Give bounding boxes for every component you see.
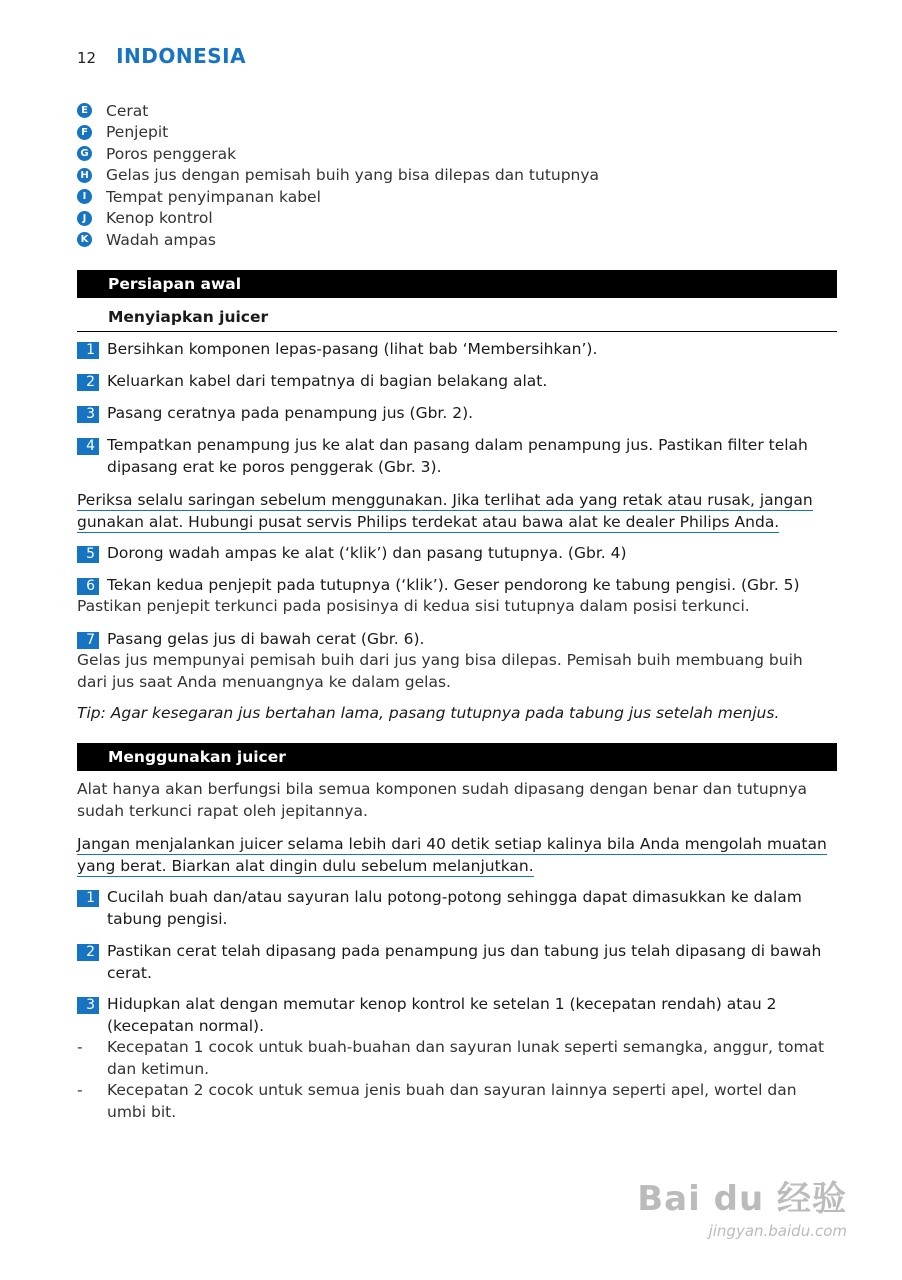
step-text: Bersihkan komponen lepas-pasang (lihat bab ‘Membersihkan’). — [107, 340, 598, 358]
step-item — [77, 887, 837, 930]
step-text: Pasang gelas jus di bawah cerat (Gbr. 6). — [107, 630, 425, 648]
list-item — [77, 100, 599, 122]
step-item — [77, 629, 837, 651]
intro-paragraph: Alat hanya akan berfungsi bila semua komponen sudah dipasang dengan benar dan tutupnya sudah terkunci rapat oleh jepitannya. — [77, 780, 808, 820]
language-title: INDONESIA — [116, 44, 247, 68]
step-note: Gelas jus mempunyai pemisah buih dari jus yang bisa dilepas. Pemisah buih membuang buih dari jus saat Anda menuangnya ke dalam gelas. — [77, 651, 803, 691]
bullet-dash: - — [77, 1081, 83, 1099]
step-number: 2 — [77, 944, 99, 961]
step-number: 2 — [77, 374, 99, 391]
tip-text: Tip: Agar kesegaran jus bertahan lama, pasang tutupnya pada tabung jus setelah menjus. — [77, 704, 780, 722]
section-heading-persiapan: Persiapan awal — [77, 270, 837, 298]
part-label: Wadah ampas — [106, 230, 216, 249]
warning-line: Jangan menjalankan juicer selama lebih dari 40 detik setiap kalinya bila Anda mengolah muatan — [77, 835, 827, 853]
step-text: Tekan kedua penjepit pada tutupnya (‘klik’). Geser pendorong ke tabung pengisi. (Gbr. 5) — [107, 576, 800, 594]
step-item — [77, 543, 837, 565]
step-text: Keluarkan kabel dari tempatnya di bagian belakang alat. — [107, 372, 548, 390]
step-text: Hidupkan alat dengan memutar kenop kontrol ke setelan 1 (kecepatan rendah) atau 2 (kecepatan normal). — [107, 995, 777, 1035]
bullet-item — [77, 1080, 837, 1123]
step-number: 5 — [77, 546, 99, 563]
step-item — [77, 339, 837, 361]
part-letter-badge: I — [77, 189, 92, 204]
baidu-watermark — [637, 1171, 847, 1240]
section-heading-menggunakan: Menggunakan juicer — [77, 743, 837, 771]
list-item — [77, 186, 599, 208]
step-number: 1 — [77, 890, 99, 907]
step-number: 3 — [77, 406, 99, 423]
step-text: Pasang ceratnya pada penampung jus (Gbr. 2). — [107, 404, 474, 422]
warning-line: Periksa selalu saringan sebelum menggunakan. Jika terlihat ada yang retak atau rusak, jangan — [77, 491, 813, 509]
list-item — [77, 122, 599, 144]
step-number: 7 — [77, 632, 99, 649]
watermark-logo: Bai du 经验 — [637, 1179, 847, 1219]
step-text: Cucilah buah dan/atau sayuran lalu potong-potong sehingga dapat dimasukkan ke dalam tabung pengisi. — [107, 888, 802, 928]
warning-text — [77, 489, 837, 533]
part-label: Poros penggerak — [106, 144, 237, 163]
step-number: 1 — [77, 342, 99, 359]
step-number: 3 — [77, 997, 99, 1014]
step-item — [77, 371, 837, 393]
step-item — [77, 435, 837, 478]
part-label: Kenop kontrol — [106, 209, 213, 228]
warning-text — [77, 833, 837, 877]
step-number: 4 — [77, 438, 99, 455]
part-letter-badge: F — [77, 125, 92, 140]
step-item — [77, 575, 837, 597]
part-letter-badge: E — [77, 103, 92, 118]
part-label: Cerat — [106, 101, 149, 120]
warning-line: gunakan alat. Hubungi pusat servis Philips terdekat atau bawa alat ke dealer Philips Anda. — [77, 513, 780, 531]
part-letter-badge: J — [77, 211, 92, 226]
step-number: 6 — [77, 578, 99, 595]
bullet-dash: - — [77, 1038, 83, 1056]
page-number: 12 — [77, 49, 97, 67]
list-item — [77, 208, 599, 230]
bullet-text: Kecepatan 1 cocok untuk buah-buahan dan sayuran lunak seperti semangka, anggur, tomat dan ketimun. — [107, 1038, 825, 1078]
list-item — [77, 143, 599, 165]
bullet-text: Kecepatan 2 cocok untuk semua jenis buah dan sayuran lainnya seperti apel, wortel dan umbi bit. — [107, 1081, 797, 1121]
bullet-item — [77, 1037, 837, 1080]
warning-line: yang berat. Biarkan alat dingin dulu sebelum melanjutkan. — [77, 857, 534, 875]
step-text: Pastikan cerat telah dipasang pada penampung jus dan tabung jus telah dipasang di bawah cerat. — [107, 942, 822, 982]
watermark-url: jingyan.baidu.com — [708, 1222, 847, 1240]
page-header — [77, 44, 246, 68]
subsection-heading: Menyiapkan juicer — [77, 302, 837, 332]
step-item — [77, 994, 837, 1037]
step-text: Dorong wadah ampas ke alat (‘klik’) dan pasang tutupnya. (Gbr. 4) — [107, 544, 627, 562]
parts-list — [77, 100, 599, 251]
step-note: Pastikan penjepit terkunci pada posisinya di kedua sisi tutupnya dalam posisi terkunci. — [77, 597, 750, 615]
part-label: Tempat penyimpanan kabel — [106, 187, 321, 206]
part-label: Gelas jus dengan pemisah buih yang bisa dilepas dan tutupnya — [106, 166, 600, 185]
step-item — [77, 941, 837, 984]
part-letter-badge: G — [77, 146, 92, 161]
list-item — [77, 229, 599, 251]
step-text: Tempatkan penampung jus ke alat dan pasang dalam penampung jus. Pastikan filter telah dipasang erat ke poros penggerak (Gbr. 3). — [107, 436, 808, 476]
part-letter-badge: H — [77, 168, 92, 183]
part-letter-badge: K — [77, 232, 92, 247]
step-item — [77, 403, 837, 425]
list-item — [77, 165, 599, 187]
part-label: Penjepit — [106, 123, 169, 142]
